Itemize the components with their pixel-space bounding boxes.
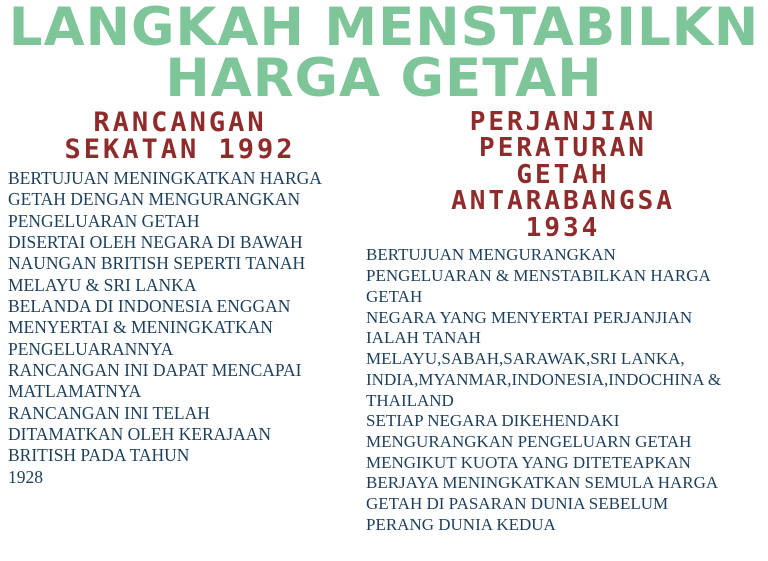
list-item: PERANG DUNIA KEDUA [366, 514, 556, 534]
list-item: PENGELUARAN GETAH [8, 210, 200, 231]
right-heading-line-3: GETAH [516, 159, 610, 190]
page-title-line-2: HARGA GETAH [165, 48, 603, 110]
list-item: RANCANGAN INI DAPAT MENCAPAI [8, 359, 302, 380]
list-item: BERTUJUAN MENGURANGKAN [366, 245, 616, 265]
right-heading-line-2: PERATURAN [479, 133, 647, 164]
list-item: RANCANGAN INI TELAH [8, 402, 210, 423]
list-item: DISERTAI OLEH NEGARA DI BAWAH [8, 231, 303, 252]
list-item: BRITISH PADA TAHUN [8, 445, 190, 466]
left-column-body [8, 168, 352, 488]
list-item: MENGURANGKAN PENGELUARN GETAH [366, 432, 692, 451]
list-item: 1928 [8, 466, 43, 487]
list-item: MELAYU,SABAH,SARAWAK,SRI LANKA, [366, 349, 685, 369]
right-column-body [366, 245, 760, 535]
list-item: PENGELUARANNYA [8, 338, 174, 359]
list-item: GETAH [366, 286, 423, 306]
list-item: GETAH DENGAN MENGURANGKAN [8, 189, 301, 210]
left-heading-line-1: RANCANGAN [93, 106, 267, 138]
column-right [360, 106, 760, 536]
column-left [8, 106, 360, 488]
right-column-heading [366, 106, 760, 243]
list-item: BERJAYA MENINGKATKAN SEMULA HARGA [366, 473, 719, 493]
left-heading-line-2: SEKATAN 1992 [64, 134, 296, 166]
list-item: NEGARA YANG MENYERTAI PERJANJIAN [366, 307, 693, 327]
right-heading-line-4: ANTARABANGSA [451, 186, 675, 217]
list-item: MATLAMATNYA [8, 381, 142, 402]
list-item: DITAMATKAN OLEH KERAJAAN [8, 424, 272, 444]
right-heading-line-1: PERJANJIAN [469, 106, 657, 137]
list-item: BELANDA DI INDONESIA ENGGAN [8, 295, 291, 316]
list-item: MENGIKUT KUOTA YANG DITETEAPKAN [366, 452, 691, 472]
list-item: GETAH DI PASARAN DUNIA SEBELUM [366, 494, 669, 514]
list-item: PENGELUARAN & MENSTABILKAN HARGA [366, 266, 711, 286]
list-item: MELAYU & SRI LANKA [8, 274, 197, 295]
list-item: THAILAND [366, 390, 454, 410]
list-item: BERTUJUAN MENINGKATKAN HARGA [8, 167, 322, 188]
list-item: SETIAP NEGARA DIKEHENDAKI [366, 411, 620, 431]
list-item: IALAH TANAH [366, 328, 481, 348]
left-column-heading [8, 106, 352, 166]
right-heading-line-5: 1934 [525, 212, 601, 243]
page-title-line-1: LANGKAH MENSTABILKN [8, 0, 760, 58]
list-item: MENYERTAI & MENINGKATKAN [8, 317, 273, 338]
content-columns [0, 105, 768, 536]
list-item: INDIA,MYANMAR,INDONESIA,INDOCHINA & [366, 369, 722, 389]
page-title [0, 0, 768, 110]
list-item: NAUNGAN BRITISH SEPERTI TANAH [8, 253, 306, 274]
